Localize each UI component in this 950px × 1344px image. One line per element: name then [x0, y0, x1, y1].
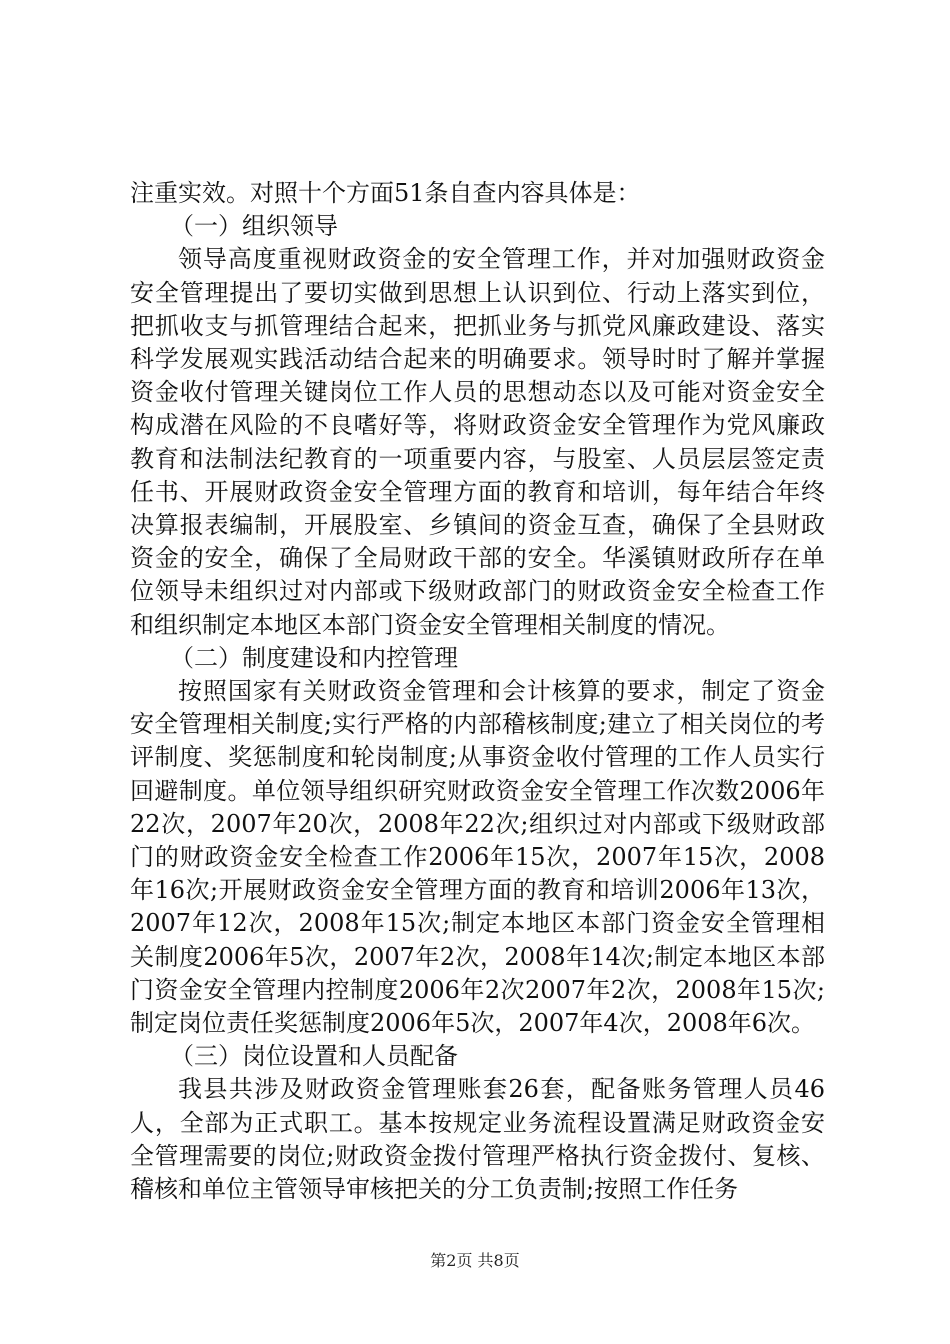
paragraph-organization: 领导高度重视财政资金的安全管理工作，并对加强财政资金安全管理提出了要切实做到思想上认识到位、行动上落实到位，把抓收支与抓管理结合起来，把抓业务与抓党风廉政建设、落实科学发展观实践活动结合起来的明确要求。领导时时了解并掌握资金收付管理关键岗位工作人员的思想动态以及可能对资金安全构成潜在风险的不良嗜好等，将财政资金安全管理作为党风廉政教育和法制法纪教育的一项重要内容，与股室、人员层层签定责任书、开展财政资金安全管理方面的教育和培训，每年结合年终决算报表编制，开展股室、乡镇间的资金互查，确保了全县财政资金的安全，确保了全局财政干部的安全。华溪镇财政所存在单位领导未组织过对内部或下级财政部门的财政资金安全检查工作和组织制定本地区本部门资金安全管理相关制度的情况。: [130, 245, 825, 639]
section-heading-organization: （一）组织领导: [170, 212, 338, 241]
paragraph-staffing: 我县共涉及财政资金管理账套26套，配备账务管理人员46人，全部为正式职工。基本按规定业务流程设置满足财政资金安全管理需要的岗位;财政资金拨付管理严格执行资金拨付、复核、稽核和单位主管领导审核把关的分工负责制;按照工作任务: [130, 1075, 825, 1204]
section-heading-staffing: （三）岗位设置和人员配备: [170, 1042, 458, 1071]
document-body: [130, 177, 825, 1206]
section-heading-system: （二）制度建设和内控管理: [170, 643, 458, 672]
paragraph-system: 按照国家有关财政资金管理和会计核算的要求，制定了资金安全管理相关制度;实行严格的内部稽核制度;建立了相关岗位的考评制度、奖惩制度和轮岗制度;从事资金收付管理的工作人员实行回避制度。单位领导组织研究财政资金安全管理工作次数2006年22次，2007年20次，2008年22次;组织过对内部或下级财政部门的财政资金安全检查工作2006年15次，2007年15次，2008年16次;开展财政资金安全管理方面的教育和培训2006年13次，2007年12次，2008年15次;制定本地区本部门资金安全管理相关制度2006年5次，2007年2次，2008年14次;制定本地区本部门资金安全管理内控制度2006年2次2007年2次，2008年15次;制定岗位责任奖惩制度2006年5次，2007年4次，2008年6次。: [130, 677, 825, 1038]
page-number: 第2页 共8页: [430, 1251, 520, 1270]
intro-line: 注重实效。对照十个方面51条自查内容具体是：: [130, 179, 641, 207]
